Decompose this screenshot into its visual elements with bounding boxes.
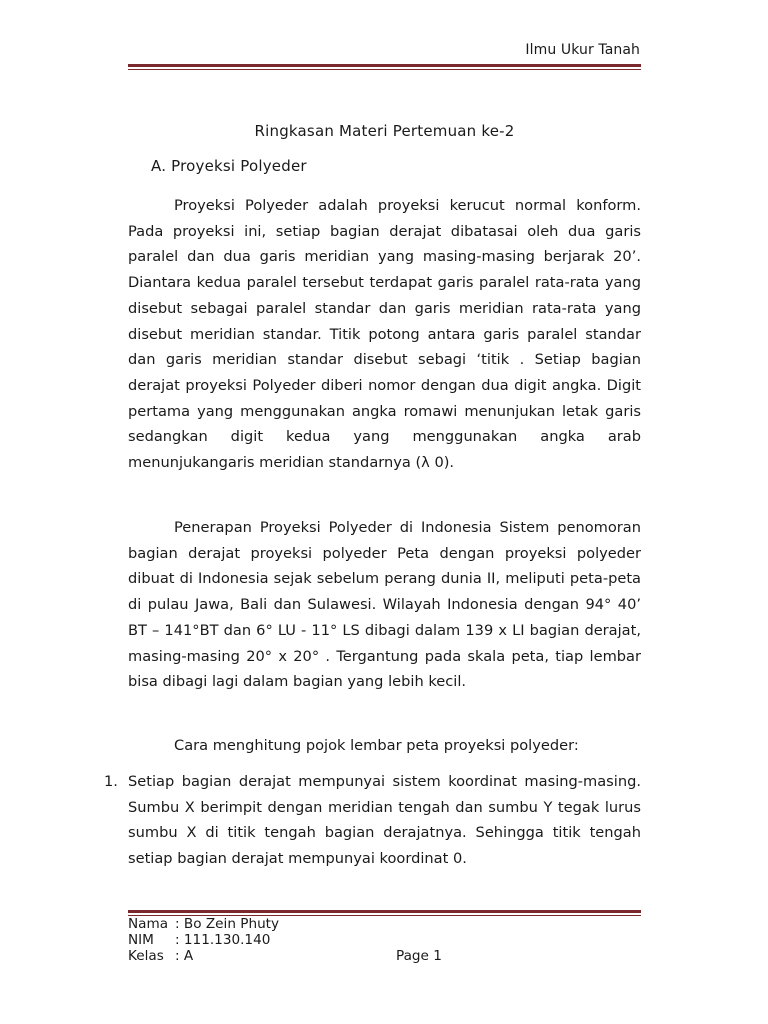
footer-name-value: : Bo Zein Phuty <box>175 916 280 932</box>
page-number: Page 1 <box>396 948 442 964</box>
list-item-number: 1. <box>104 773 118 790</box>
header-divider-thin-line <box>128 69 641 70</box>
footer-nim-row <box>128 932 279 948</box>
footer-kelas-value: : A <box>175 948 194 964</box>
footer-name-row <box>128 916 279 932</box>
paragraph-application: Penerapan Proyeksi Polyeder di Indonesia Sistem penomoran bagian derajat proyeksi polyeder Peta dengan proyeksi polyeder dibuat di Indonesia sejak sebelum perang dunia II, meliputi peta-peta di pulau Jawa, Bali dan Sulawesi. Wilayah Indonesia dengan 94° 40’ BT – 141°BT dan 6° LU - 11° LS dibagi dalam 139 x LI bagian derajat, masing-masing 20° x 20° . Tergantung pada skala peta, tiap lembar bisa dibagi lagi dalam bagian yang lebih kecil. <box>128 519 641 691</box>
numbered-list <box>104 769 641 872</box>
paragraph-calculation-intro: Cara menghitung pojok lembar peta proyeksi polyeder: <box>174 737 579 754</box>
footer-nim-value: : 111.130.140 <box>175 932 271 948</box>
footer-nim-label: NIM <box>128 932 154 948</box>
header-divider <box>128 64 641 70</box>
list-item-text: Setiap bagian derajat mempunyai sistem koordinat masing-masing. Sumbu X berimpit dengan meridian tengah dan sumbu Y tegak lurus sumbu X di titik tengah bagian derajatnya. Sehingga titik tengah setiap bagian derajat mempunyai koordinat 0. <box>128 773 641 868</box>
footer-name-label: Nama <box>128 916 169 932</box>
footer-kelas-row <box>128 948 279 964</box>
list-item <box>104 769 641 872</box>
paragraph-definition: Proyeksi Polyeder adalah proyeksi kerucut normal konform. Pada proyeksi ini, setiap bagian derajat dibatasai oleh dua garis paralel dan dua garis meridian yang masing-masing berjarak 20’. Diantara kedua paralel tersebut terdapat garis paralel rata-rata yang disebut sebagai paralel standar dan garis meridian rata-rata yang disebut meridian standar. Titik potong antara garis paralel standar dan garis meridian standar disebut sebagi ‘titik . Setiap bagian derajat proyeksi Polyeder diberi nomor dengan dua digit angka. Digit pertama yang menggunakan angka romawi menunjukan letak garis sedangkan digit kedua yang menggunakan angka arab menunjukangaris meridian standarnya (λ 0). <box>128 197 641 472</box>
document-title: Ringkasan Materi Pertemuan ke-2 <box>254 122 515 140</box>
section-heading: A. Proyeksi Polyeder <box>151 157 307 175</box>
footer-kelas-label: Kelas <box>128 948 164 964</box>
footer-student-info <box>128 916 279 964</box>
running-header: Ilmu Ukur Tanah <box>525 42 640 58</box>
